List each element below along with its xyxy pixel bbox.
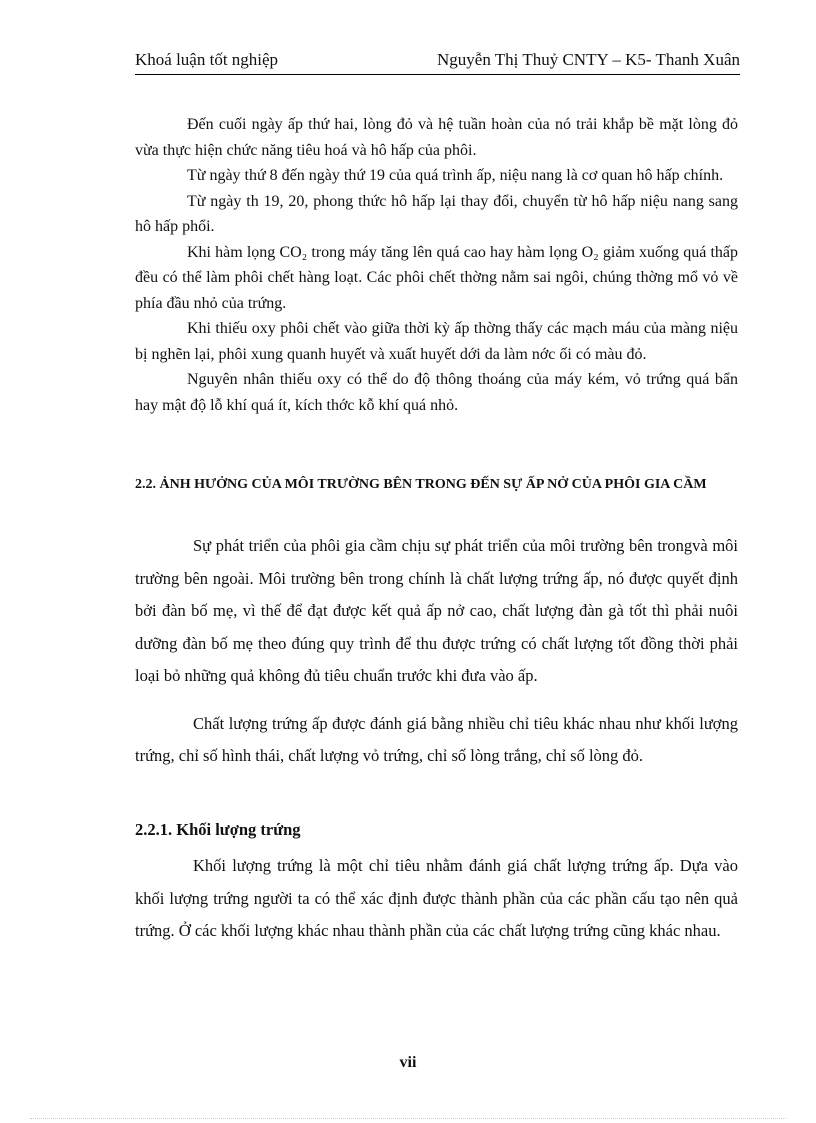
paragraph: Sự phát triển của phôi gia cầm chịu sự phát triển của môi trường bên trongvà môi trường bên ngoài. Môi trường bên trong chính là chất lượng trứng ấp, nó được quyết định bởi đàn bố mẹ, vì thế để đạt được kết quả ấp nở cao, chất lượng đàn gà tốt thì phải nuôi dưỡng đàn bố mẹ theo đúng quy trình để thu được trứng có chất lượng tốt đồng thời phải loại bỏ những quả không đủ tiêu chuẩn trước khi đưa vào ấp. [135,536,738,685]
section-respiration [135,112,738,418]
paragraph: Khối lượng trứng là một chỉ tiêu nhằm đánh giá chất lượng trứng ấp. Dựa vào khối lượng trứng người ta có thể xác định được thành phần của các phần cấu tạo nên quả trứng. Ở các khối lượng khác nhau thành phần của các chất lượng trứng cũng khác nhau. [135,856,738,940]
section-egg-weight [135,850,738,948]
paragraph: Khi thiếu oxy phôi chết vào giữa thời kỳ ấp thờng thấy các mạch máu của màng niệu bị nghẽn lại, phôi xung quanh huyết và xuất huyết dới da làm nớc ối có màu đỏ. [135,320,738,363]
paragraph: Đến cuối ngày ấp thứ hai, lòng đỏ và hệ tuần hoàn của nó trải khắp bề mặt lòng đỏ vừa thực hiện chức năng tiêu hoá và hô hấp của phôi. [135,116,738,159]
page-edge-divider [30,1118,786,1119]
header-thesis-label: Khoá luận tốt nghiệp [135,50,279,69]
paragraph: Nguyên nhân thiếu oxy có thể do độ thông thoáng của máy kém, vỏ trứng quá bẩn hay mật độ lỗ khí quá ít, kích thớc kỗ khí quá nhỏ. [135,371,738,414]
page-header [135,48,740,75]
paragraph: Chất lượng trứng ấp được đánh giá bằng nhiều chỉ tiêu khác nhau như khối lượng trứng, chỉ số hình thái, chất lượng vỏ trứng, chỉ số lòng trắng, chỉ số lòng đỏ. [135,713,738,765]
paragraph: Từ ngày th 19, 20, phong thức hô hấp lại thay đổi, chuyển từ hô hấp niệu nang sang hô hấp phổi. [135,192,738,235]
paragraph: Khi hàm lọng CO₂ trong máy tăng lên quá cao hay hàm lọng O₂ giảm xuống quá thấp đều có thể làm phôi chết hàng loạt. Các phôi chết thờng nằm sai ngôi, chúng thờng mổ vỏ về phía đầu nhỏ của trứng. [135,243,738,312]
section-heading-2-2: 2.2. ẢNH HƯỞNG CỦA MÔI TRƯỜNG BÊN TRONG ĐẾN SỰ ẤP NỞ CỦA PHÔI GIA CẦM [135,477,707,492]
header-author: Nguyễn Thị Thuỷ CNTY – K5- Thanh Xuân [437,50,740,69]
page-number: vii [399,1054,417,1071]
paragraph: Từ ngày thứ 8 đến ngày thứ 19 của quá trình ấp, niệu nang là cơ quan hô hấp chính. [187,167,724,184]
section-heading-2-2-1: 2.2.1. Khối lượng trứng [135,820,301,839]
section-internal-environment [135,530,738,773]
